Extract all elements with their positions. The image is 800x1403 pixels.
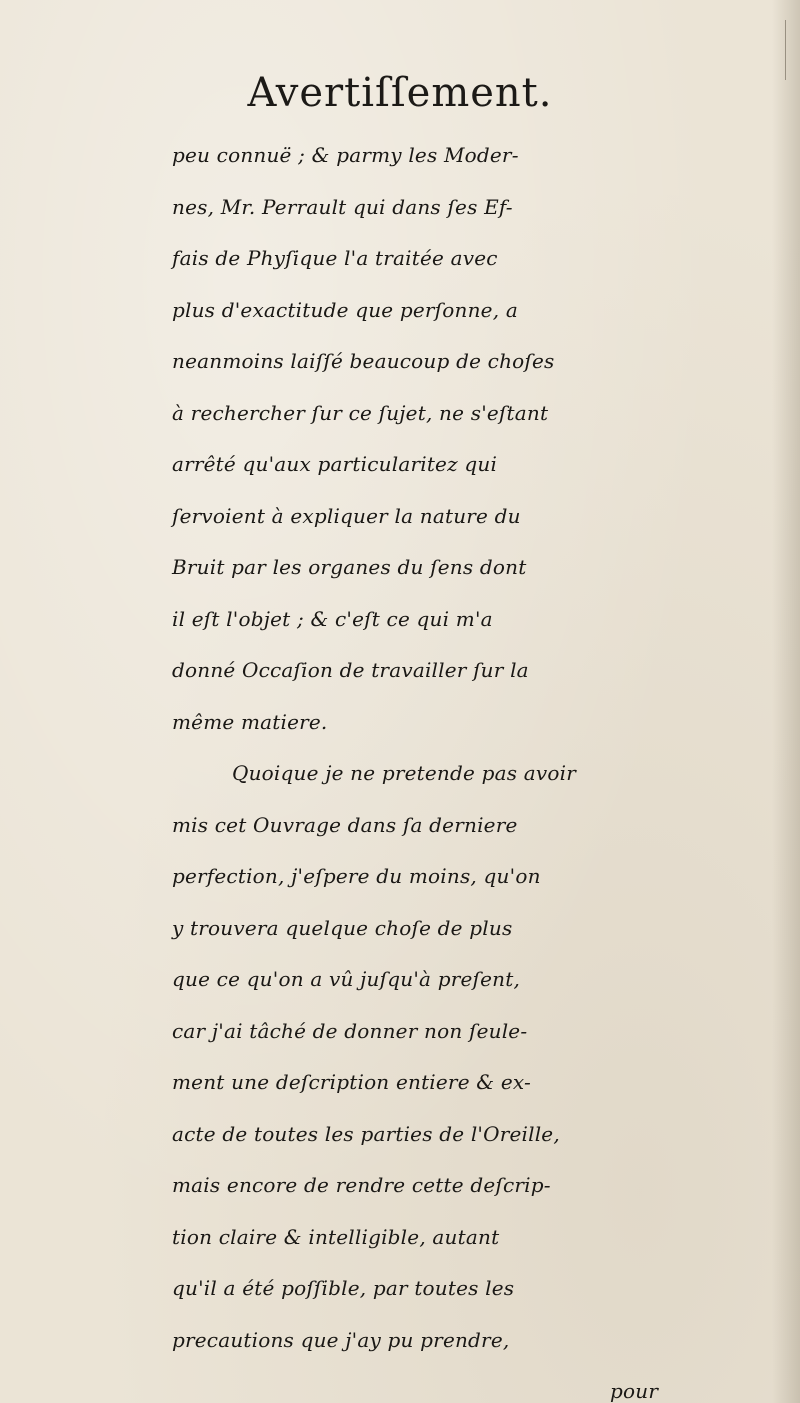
text-line: qu'il a été poſſible, par toutes les bbox=[172, 1276, 515, 1300]
text-line: même matiere. bbox=[172, 709, 328, 734]
paragraph-start-line: Quoique je ne pretende pas avoir bbox=[232, 761, 576, 785]
text-line: Bruit par les organes du ſens dont bbox=[172, 555, 527, 579]
text-line: peu connuë ; & parmy les Moder- bbox=[172, 143, 519, 167]
text-line: y trouvera quelque choſe de plus bbox=[172, 915, 513, 940]
text-line: mais encore de rendre cette deſcrip- bbox=[172, 1173, 551, 1197]
text-line: donné Occaſion de travailler ſur la bbox=[172, 658, 529, 682]
text-line: neanmoins laiſſé beaucoup de choſes bbox=[172, 349, 555, 373]
text-line: perfection, j'eſpere du moins, qu'on bbox=[172, 864, 541, 888]
text-line: tion claire & intelligible, autant bbox=[172, 1224, 500, 1249]
text-line: car j'ai tâché de donner non ſeule- bbox=[172, 1018, 528, 1043]
text-line: ſervoient à expliquer la nature du bbox=[172, 503, 521, 528]
text-line: precautions que j'ay pu prendre, bbox=[172, 1327, 510, 1352]
text-line: acte de toutes les parties de l'Oreille, bbox=[172, 1121, 560, 1146]
text-line: mis cet Ouvrage dans ſa derniere bbox=[172, 812, 518, 837]
text-line: que ce qu'on a vû juſqu'à preſent, bbox=[172, 967, 521, 991]
text-line: ment une deſcription entiere & ex- bbox=[172, 1070, 531, 1094]
running-head: Avertiſſement. bbox=[247, 70, 553, 116]
catchword: pour bbox=[610, 1379, 659, 1403]
text-line: nes, Mr. Perrault qui dans ſes Ef- bbox=[172, 194, 513, 219]
text-line: il eſt l'objet ; & c'eſt ce qui m'a bbox=[172, 606, 493, 631]
text-line: à rechercher ſur ce ſujet, ne s'eſtant bbox=[172, 400, 549, 425]
text-line: arrêté qu'aux particularitez qui bbox=[172, 452, 498, 476]
text-line: plus d'exactitude que perſonne, a bbox=[172, 297, 518, 322]
text-line: fais de Phyſique l'a traitée avec bbox=[172, 246, 498, 270]
